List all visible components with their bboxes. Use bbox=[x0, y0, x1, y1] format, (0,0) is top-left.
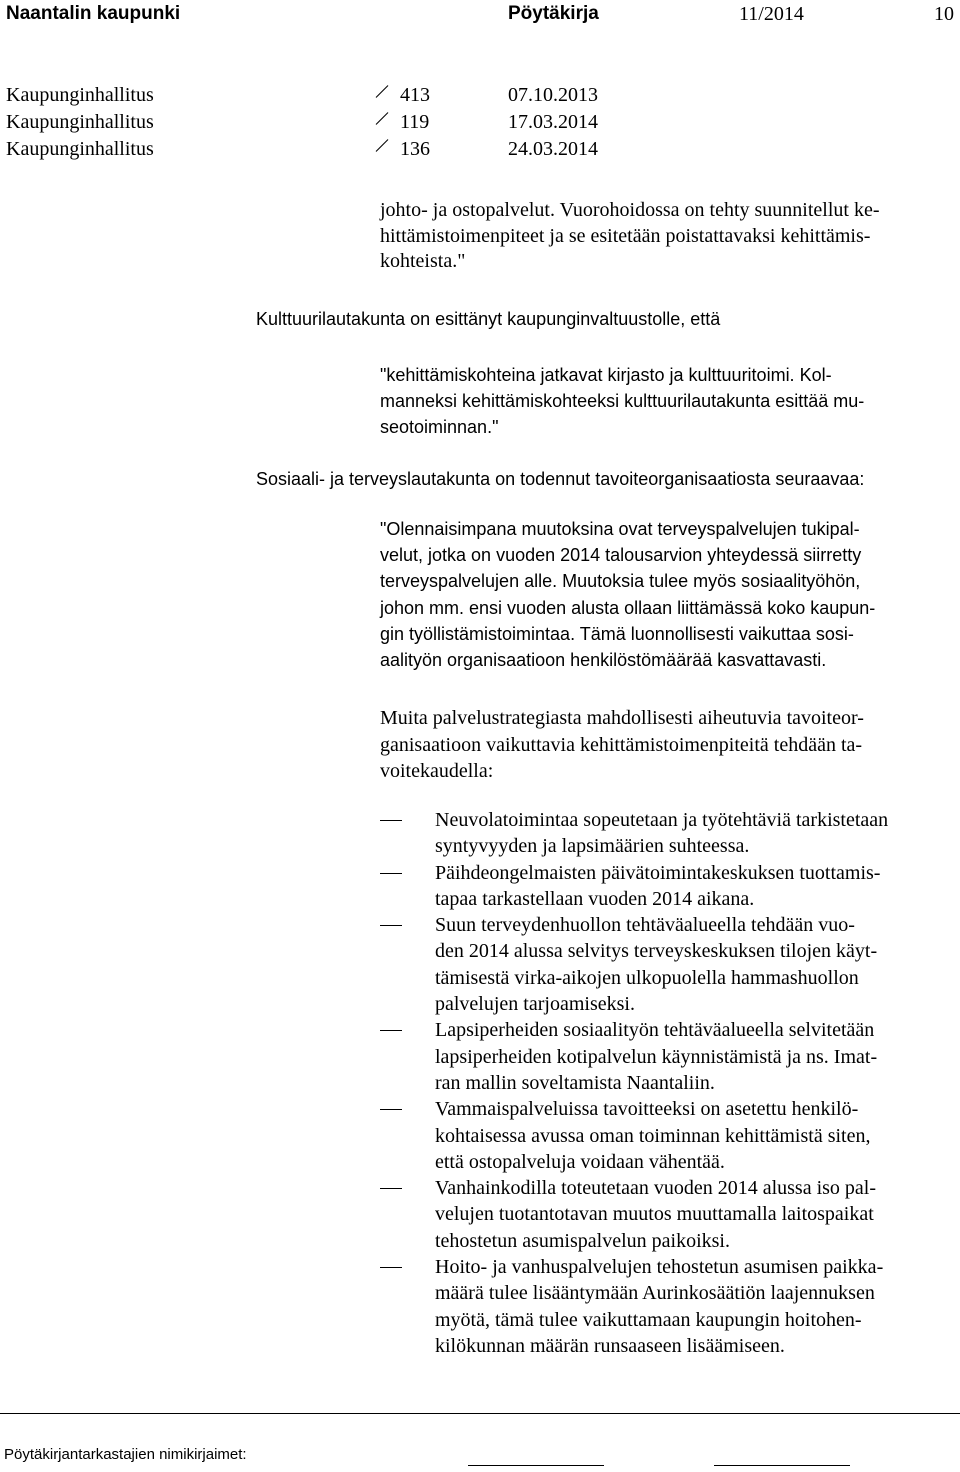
text-line: että ostopalveluja voidaan vähentää. bbox=[435, 1150, 725, 1173]
text-line: Neuvolatoimintaa sopeutetaan ja työtehtäviä tarkistetaan bbox=[435, 809, 889, 831]
text-line: Vanhainkodilla toteutetaan vuoden 2014 alussa iso pal- bbox=[435, 1177, 877, 1200]
social-intro: Sosiaali- ja terveyslautakunta on todennut tavoiteorganisaatiosta seuraavaa: bbox=[256, 469, 865, 489]
dash-bullet bbox=[380, 1109, 402, 1110]
header-page-number: 10 bbox=[934, 3, 954, 25]
header-city: Naantalin kaupunki bbox=[6, 3, 181, 24]
dash-bullet bbox=[380, 1188, 402, 1189]
dash-bullet bbox=[380, 820, 402, 821]
signature-line[interactable] bbox=[468, 1465, 604, 1466]
text-line: palvelujen tarjoamiseksi. bbox=[435, 993, 635, 1016]
text-line: kilökunnan määrän runsaaseen lisäämiseen. bbox=[435, 1334, 785, 1357]
list-item bbox=[380, 1096, 960, 1175]
reference-number: 136 bbox=[400, 138, 430, 160]
text-line: Hoito- ja vanhuspalvelujen tehostetun asumisen paikka- bbox=[435, 1256, 884, 1279]
dash-bullet bbox=[380, 925, 402, 926]
text-line: Lapsiperheiden sosiaalityön tehtäväalueella selvitetään bbox=[435, 1019, 875, 1042]
text-line: gin työllistämistoimintaa. Tämä luonnollisesti vaikuttaa sosi- bbox=[380, 623, 854, 644]
text-line: Vammaispalveluissa tavoitteeksi on asetettu henkilö- bbox=[435, 1098, 859, 1121]
text-line: Suun terveydenhuollon tehtäväalueella tehdään vuo- bbox=[435, 914, 855, 937]
reference-number: 413 bbox=[400, 84, 430, 106]
text-line: tämisestä virka-aikojen ulkopuolella hammashuollon bbox=[435, 966, 859, 989]
dash-bullet bbox=[380, 873, 402, 874]
reference-date: 24.03.2014 bbox=[508, 138, 598, 160]
list-item bbox=[380, 1017, 960, 1096]
text-line: tapaa tarkastellaan vuoden 2014 aikana. bbox=[435, 887, 755, 910]
social-quote bbox=[380, 516, 875, 673]
text-line: kohteista." bbox=[380, 250, 466, 272]
text-line: Päihdeongelmaisten päivätoimintakeskuksen tuottamis- bbox=[435, 861, 881, 884]
list-item bbox=[380, 1175, 960, 1254]
text-line: johon mm. ensi vuoden alusta ollaan liittämässä koko kaupun- bbox=[380, 597, 876, 618]
text-line: voitekaudella: bbox=[380, 760, 494, 782]
header-issue: 11/2014 bbox=[739, 3, 804, 25]
continuation-paragraph bbox=[380, 198, 879, 275]
reference-number: 119 bbox=[400, 111, 430, 133]
text-line: ran mallin soveltamista Naantaliin. bbox=[435, 1071, 715, 1094]
text-line: kohtaisessa avussa oman toiminnan kehittämistä siten, bbox=[435, 1124, 871, 1147]
reference-date: 07.10.2013 bbox=[508, 84, 598, 106]
text-line: den 2014 alussa selvitys terveyskeskuksen tilojen käyt- bbox=[435, 940, 878, 963]
text-line: ganisaatioon vaikuttavia kehittämistoimenpiteitä tehdään ta- bbox=[380, 733, 863, 756]
signature-line[interactable] bbox=[714, 1465, 850, 1466]
text-line: lapsiperheiden kotipalvelun käynnistämistä ja ns. Imat- bbox=[435, 1045, 878, 1068]
reference-mark bbox=[375, 142, 390, 164]
text-line: "kehittämiskohteina jatkavat kirjasto ja kulttuuritoimi. Kol- bbox=[380, 365, 832, 385]
text-line: hittämistoimenpiteet ja se esitetään poistattavaksi kehittämis- bbox=[380, 224, 871, 247]
text-line: manneksi kehittämiskohteeksi kulttuurilautakunta esittää mu- bbox=[380, 391, 865, 411]
text-line: velujen tuotantotavan muutos muuttamalla laitospaikat bbox=[435, 1203, 874, 1226]
culture-quote bbox=[380, 362, 864, 440]
list-item bbox=[380, 860, 960, 913]
list-item bbox=[380, 807, 960, 860]
text-line: tehostetun asumispalvelun paikoiksi. bbox=[435, 1229, 730, 1252]
text-line: määrä tulee lisääntymään Aurinkosäätiön laajennuksen bbox=[435, 1282, 875, 1305]
reference-body: Kaupunginhallitus bbox=[6, 138, 154, 160]
text-line: myötä, tämä tulee vaikuttamaan kaupungin hoitohen- bbox=[435, 1308, 862, 1331]
text-line: Muita palvelustrategiasta mahdollisesti aiheutuvia tavoiteor- bbox=[380, 707, 864, 729]
text-line: seotoiminnan." bbox=[380, 417, 499, 437]
text-line: aalityön organisaatioon henkilöstömäärää kasvattavasti. bbox=[380, 650, 827, 671]
reference-body: Kaupunginhallitus bbox=[6, 111, 154, 133]
dash-bullet bbox=[380, 1267, 402, 1268]
dash-bullet bbox=[380, 1030, 402, 1031]
text-line: "Olennaisimpana muutoksina ovat terveyspalvelujen tukipal- bbox=[380, 519, 860, 539]
strategy-intro bbox=[380, 705, 864, 785]
culture-intro: Kulttuurilautakunta on esittänyt kaupunginvaltuustolle, että bbox=[256, 309, 721, 329]
reference-mark bbox=[375, 88, 390, 110]
text-line: syntyvyyden ja lapsimäärien suhteessa. bbox=[435, 835, 750, 858]
text-line: johto- ja ostopalvelut. Vuorohoidossa on tehty suunnitellut ke- bbox=[380, 199, 880, 221]
text-line: terveyspalvelujen alle. Muutoksia tulee myös sosiaalityöhön, bbox=[380, 571, 861, 592]
reference-mark bbox=[375, 115, 390, 137]
footer-divider bbox=[0, 1413, 960, 1414]
measures-list bbox=[380, 807, 960, 1359]
footer-label: Pöytäkirjantarkastajien nimikirjaimet: bbox=[4, 1446, 247, 1463]
header-doc-type: Pöytäkirja bbox=[508, 3, 599, 24]
list-item bbox=[380, 912, 960, 1017]
list-item bbox=[380, 1254, 960, 1359]
reference-date: 17.03.2014 bbox=[508, 111, 598, 133]
text-line: velut, jotka on vuoden 2014 talousarvion yhteydessä siirretty bbox=[380, 545, 862, 566]
reference-body: Kaupunginhallitus bbox=[6, 84, 154, 106]
